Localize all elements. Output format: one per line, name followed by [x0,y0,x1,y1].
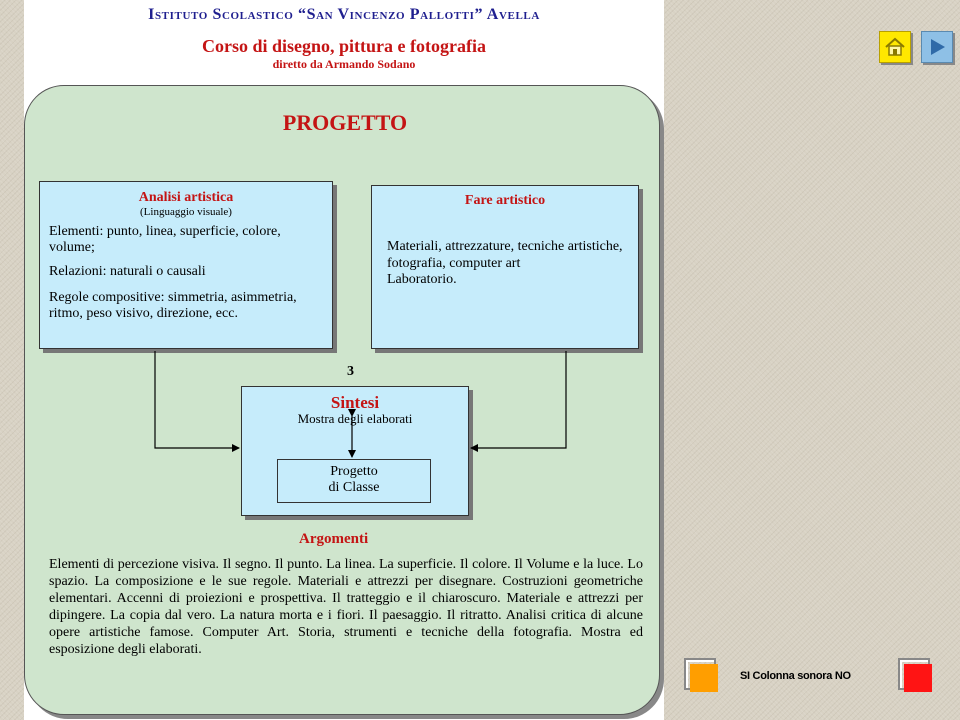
slide-page [24,0,664,720]
diagram-title: PROGETTO [282,110,408,135]
fare-title: Fare artistico [464,193,546,208]
analisi-subtitle: (Linguaggio visuale) [140,206,232,218]
connector-right [471,351,566,448]
fare-text-line: Materiali, attrezzature, tecniche artistiche, fotografia, computer art [387,239,623,271]
director-line: diretto da Armando Sodano [272,57,416,71]
inner-line-2: di Classe [328,480,380,495]
sound-toggle-label: SI Colonna sonora NO [740,670,851,682]
analisi-title: Analisi artistica [138,190,234,205]
course-title: Corso di disegno, pittura e fotografia [202,36,486,56]
home-icon [884,37,906,57]
inner-line-1: Progetto [330,464,378,479]
sound-off-button[interactable] [898,658,930,690]
analisi-paragraph-1: Elementi: punto, linea, superficie, colore, volume; [49,224,281,255]
institute-title: Istituto Scolastico “San Vincenzo Pallotti” Avella [148,6,540,23]
sound-off-swatch [904,664,932,692]
argomenti-title: Argomenti [299,531,369,547]
connector-left [155,351,239,448]
fare-laboratorio: Laboratorio. [387,272,457,287]
sintesi-title: Sintesi [330,393,380,412]
argomenti-text: Elementi di percezione visiva. Il segno. Il punto. La linea. La superficie. Il colore. Il Volume e la luce. Lo spazio. La composizione e le sue regole. Materiali e attrezzi per disegnare. Costruzioni geometriche elementari. Accenni di proiezioni e prospettiva. Il tratteggio e il chiaroscuro. Materiale e attrezzi per dipingere. La copia dal vero. La natura morta e i fiori. Il paesaggio. Il ritratto. Analisi critica di alcune opere artistiche famose. Computer Art. Storia, strumenti e tecniche della fotografia. Mostra ed esposizione degli elaborati. [49,557,643,657]
analisi-paragraph-2: Relazioni: naturali o causali [49,264,206,279]
next-slide-button[interactable] [921,31,953,63]
arrow-right-icon [927,37,947,57]
home-button[interactable] [879,31,911,63]
step-number: 3 [347,364,354,379]
sintesi-subtitle: Mostra degli elaborati [297,411,413,426]
analisi-paragraph-3: Regole compositive: simmetria, asimmetria, ritmo, peso visivo, direzione, ecc. [49,290,297,321]
diagram-panel [24,85,660,715]
sound-on-button[interactable] [684,658,716,690]
sound-on-swatch [690,664,718,692]
